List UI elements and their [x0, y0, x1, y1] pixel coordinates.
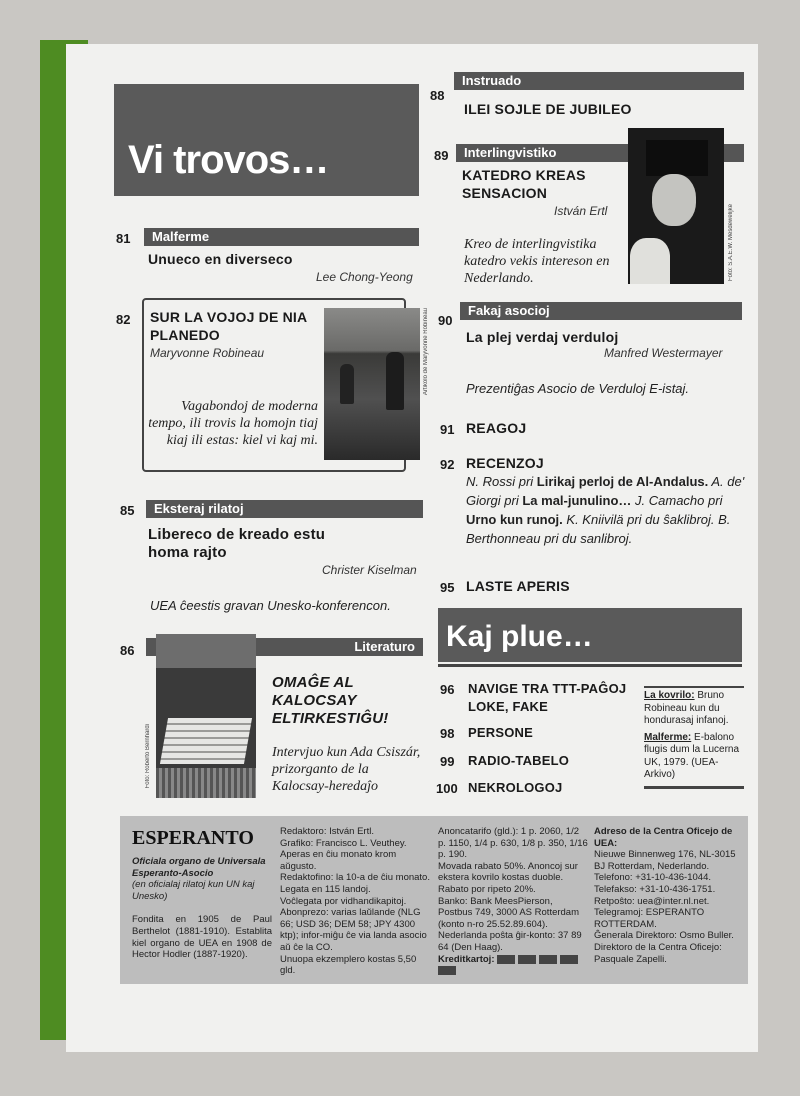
credit-cards: Kreditkartoj: — [438, 954, 588, 977]
article-title: ILEI SOJLE DE JUBILEO — [464, 101, 632, 117]
article-number: 90 — [438, 313, 453, 328]
card-icon — [438, 966, 456, 975]
article-title: Libereco de kreado estu homa rajto — [148, 526, 326, 561]
page-title: Vi trovos… — [128, 138, 329, 182]
article-author: Lee Chong-Yeong — [316, 270, 413, 284]
table-cloth — [156, 768, 256, 798]
more-divider — [438, 664, 742, 667]
article-title: KATEDRO KREAS SENSACION — [462, 167, 586, 201]
card-icon — [539, 955, 557, 964]
card-icon — [518, 955, 536, 964]
collar — [630, 238, 670, 284]
article-deck: UEA ĉeestis gravan Unesko-konferencon. — [150, 598, 391, 613]
article-author: Maryvonne Robineau — [150, 346, 265, 360]
hikers-photo — [324, 308, 420, 460]
more-title-box — [438, 608, 742, 662]
article-number: 86 — [120, 643, 135, 658]
article-number: 95 — [440, 580, 455, 595]
article-number: 82 — [116, 312, 131, 327]
curtain — [156, 634, 256, 668]
article-author: Christer Kiselman — [322, 563, 417, 577]
section-label: Literaturo — [346, 638, 423, 656]
hiker-figure — [386, 352, 404, 410]
article-number: 85 — [120, 503, 135, 518]
more-title-item: NEKROLOGOJ — [468, 780, 563, 795]
brand-subtitle: Oficiala organo de Universala Esperanto-Asocio — [132, 856, 266, 879]
colophon-ads-col: Anoncatarifo (gld.): 1 p. 2060, 1/2 p. 1150, 1/4 p. 630, 1/8 p. 350, 1/16 p. 190. Movada rabato 50%. Anoncoj sur ekstera kovrilo kostas duoble. Rabato por ripeto 20%. Banko: Bank MeesPierson, Postbus 749, 3000 AS Rotterdam (konto n-ro 25.52.89.604). Nederlanda poŝta ĝir-konto: 37 89 64 (Den Haag). Kreditkartoj: — [438, 826, 588, 977]
more-title: Kaj plue… — [446, 620, 593, 653]
colophon — [120, 816, 748, 984]
books-photo — [156, 634, 256, 798]
hiker-figure — [340, 364, 354, 404]
founded-text: Fondita en 1905 de Paul Berthelot (1881-1910). Establita kiel organo de UEA en 1908 de Hector Hodler (1887-1920). — [132, 914, 272, 961]
more-number: 99 — [440, 754, 455, 769]
article-deck: Kreo de interlingvistika katedro vekis intereson en Nederlando. — [464, 237, 610, 286]
article-number: 81 — [116, 231, 131, 246]
portrait-photo — [628, 128, 724, 284]
face — [652, 174, 696, 226]
academic-cap — [646, 140, 708, 176]
colophon-address-col: Adreso de la Centra Oficejo de UEA: Nieuwe Binnenweg 176, NL-3015 BJ Rotterdam, Nederlando. Telefono: +31-10-436-1044. Telefakso: +31-10-436-1751. Retpoŝto: uea@inter.nl.net. Telegramoj: ESPERANTO ROTTERDAM. Ĝenerala Direktoro: Osmo Buller. Direktoro de la Centra Oficejo: Pasquale Zapelli. — [594, 826, 736, 965]
article-title: La plej verdaj verduloj — [466, 329, 619, 345]
section-label: Instruado — [454, 72, 529, 90]
photo-credit: Foto: Roberto Bernhardi — [145, 724, 151, 789]
book-stack — [160, 718, 252, 764]
more-title-item: PERSONE — [468, 725, 533, 740]
article-number: 88 — [430, 88, 445, 103]
photo-credit: Artikolo de Maryvonne Robineau — [423, 308, 429, 396]
colophon-brand-col — [132, 826, 272, 961]
article-title: RECENZOJ — [466, 455, 544, 471]
card-icon — [560, 955, 578, 964]
more-number: 100 — [436, 781, 458, 796]
article-deck: Intervjuo kun Ada Csiszár, prizorganto de la Kalocsay-heredaĵo — [272, 745, 421, 794]
section-bar — [454, 72, 744, 90]
article-author: Manfred Westermayer — [604, 346, 723, 360]
note-kovrilo: La kovrilo: Bruno Robineau kun du hondurasaj infanoj. — [644, 686, 744, 728]
brand-logo: ESPERANTO — [132, 827, 254, 849]
article-title: REAGOJ — [466, 420, 527, 436]
article-number: 91 — [440, 422, 455, 437]
section-label: Interlingvistiko — [456, 144, 564, 162]
colophon-editorial-col: Redaktoro: István Ertl. Grafiko: Francisco L. Veuthey. Aperas en ĉiu monato krom aŭgusto. Redaktofino: la 10-a de ĉiu monato. Legata en 115 landoj. Voĉlegata por vidhandikapitoj. Abonprezo: varias laŭlande (NLG 66; USD 36; DEM 58; JPY 4300 ktp); infor-miĝu ĉe via landa asocio aŭ ĉe la CO. Unuopa ekzemplero kostas 5,50 gld. — [280, 826, 430, 977]
article-number: 92 — [440, 457, 455, 472]
brand-subtitle2: (en oficialaj rilatoj kun UN kaj Unesko) — [132, 879, 255, 902]
card-icon — [497, 955, 515, 964]
photo-credit: Foto: S.A.E.W. Mesdewelijke — [728, 204, 734, 282]
notes-underline — [644, 786, 744, 789]
section-label: Fakaj asocioj — [460, 302, 558, 320]
magazine-page — [66, 44, 758, 1052]
article-deck: Prezentiĝas Asocio de Verduloj E-istaj. — [466, 381, 690, 396]
article-number: 89 — [434, 148, 449, 163]
article-title: SUR LA VOJOJ DE NIA PLANEDO — [150, 309, 307, 343]
page-title-box — [114, 84, 419, 196]
more-number: 98 — [440, 726, 455, 741]
article-title: LASTE APERIS — [466, 578, 570, 594]
cover-notes — [644, 686, 744, 789]
section-bar — [146, 500, 423, 518]
article-author: István Ertl — [554, 204, 608, 218]
article-title: OMAĜE AL KALOCSAY ELTIRKESTIĜU! — [272, 674, 389, 727]
note-malferme: Malferme: E-balono flugis dum la Lucerna UK, 1979. (UEA-Arkivo) — [644, 731, 740, 780]
article-title: Unueco en diverseco — [148, 251, 293, 267]
reviews-text: N. Rossi pri Lirikaj perloj de Al-Andalus. A. de' Giorgi pri La mal-junulino… J. Camacho pri Urno kun runoj. K. Kniivilä pri du ŝaklibroj. B. Berthonneau pri du sanlibroj. — [466, 474, 745, 546]
section-bar — [144, 228, 419, 246]
section-label: Eksteraj rilatoj — [146, 500, 252, 518]
section-bar — [460, 302, 742, 320]
more-number: 96 — [440, 682, 455, 697]
more-title-item: RADIO-TABELO — [468, 753, 570, 768]
article-deck: Vagabondoj de moderna tempo, ili trovis la homojn tiaj kiaj ili estas: kiel vi kaj mi. — [148, 399, 318, 448]
section-label: Malferme — [144, 228, 217, 246]
more-title-item: NAVIGE TRA TTT-PAĜOJ LOKE, FAKE — [468, 681, 627, 714]
